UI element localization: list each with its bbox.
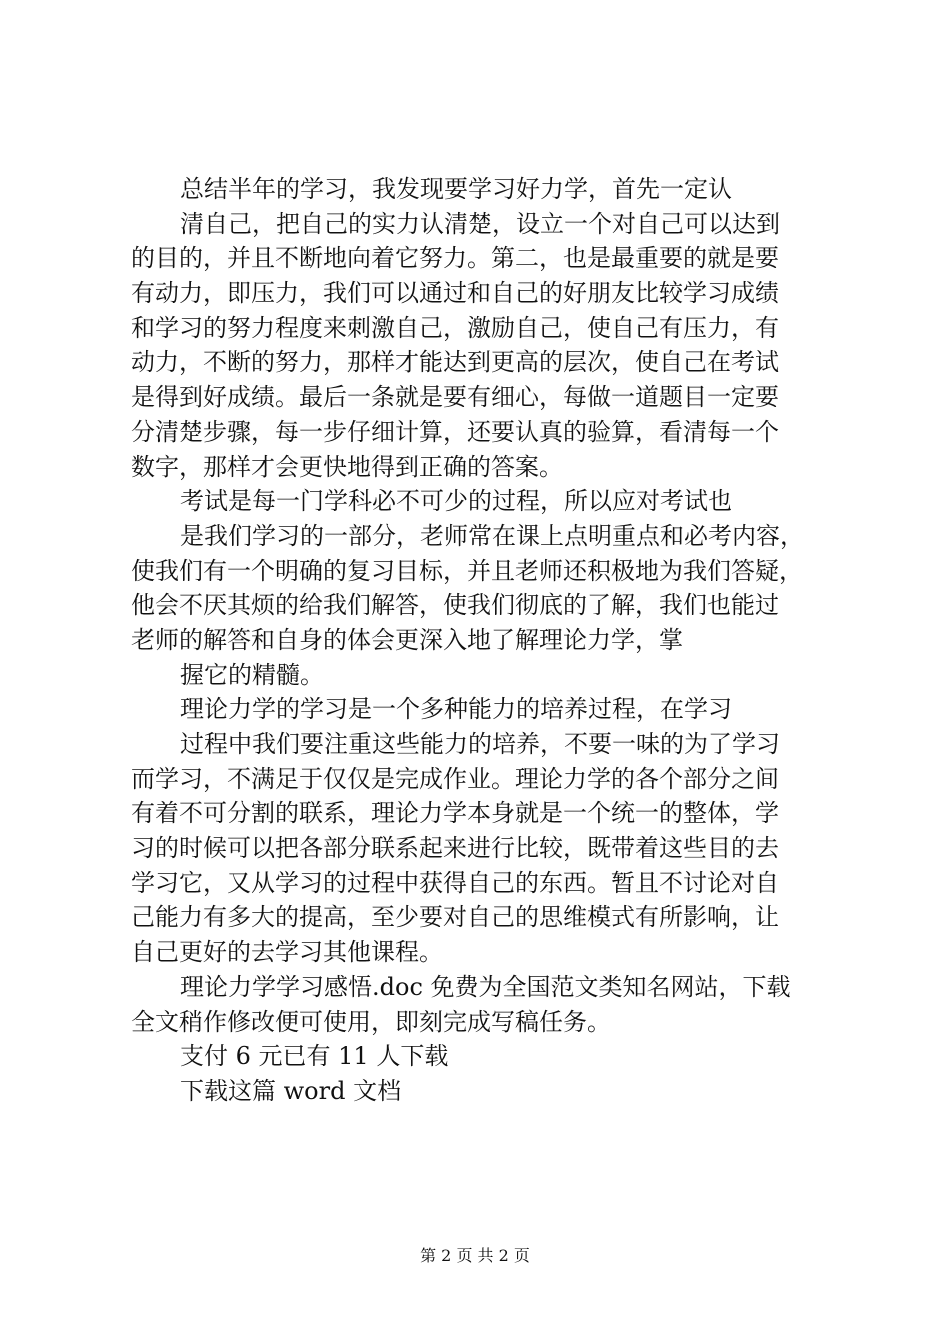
text-line: 握它的精髓。 (180, 660, 324, 689)
text-line: 他会不厌其烦的给我们解答，使我们彻底的了解，我们也能过 (131, 591, 779, 620)
text-line: 全文稍作修改便可使用，即刻完成写稿任务。 (131, 1007, 611, 1036)
text-line: 总结半年的学习，我发现要学习好力学，首先一定认 (180, 175, 732, 203)
text-line: 学习它，又从学习的过程中获得自己的东西。暂且不讨论对自 (131, 868, 779, 897)
page-footer: 第 2 页 共 2 页 (420, 1246, 530, 1265)
text-line: 支付 6 元已有 11 人下载 (180, 1042, 449, 1071)
text-line: 数字，那样才会更快地得到正确的答案。 (131, 452, 563, 481)
document-body (131, 172, 831, 1109)
text-line: 使我们有一个明确的复习目标，并且老师还积极地为我们答疑， (131, 556, 803, 585)
text-line: 自己更好的去学习其他课程。 (131, 938, 443, 967)
text-line: 老师的解答和自身的体会更深入地了解理论力学，掌 (131, 625, 683, 654)
text-line: 考试是每一门学科必不可少的过程，所以应对考试也 (180, 487, 732, 516)
text-line: 是得到好成绩。最后一条就是要有细心，每做一道题目一定要 (131, 383, 779, 412)
text-line: 分清楚步骤，每一步仔细计算，还要认真的验算，看清每一个 (131, 417, 779, 446)
text-line: 理论力学的学习是一个多种能力的培养过程，在学习 (180, 695, 732, 724)
text-line: 而学习，不满足于仅仅是完成作业。理论力学的各个部分之间 (131, 764, 779, 793)
text-line: 己能力有多大的提高，至少要对自己的思维模式有所影响，让 (131, 903, 779, 932)
text-line: 有着不可分割的联系，理论力学本身就是一个统一的整体，学 (131, 799, 779, 828)
text-line: 理论力学学习感悟.doc 免费为全国范文类知名网站，下载 (180, 972, 791, 1001)
text-line: 动力，不断的努力，那样才能达到更高的层次，使自己在考试 (131, 348, 779, 377)
text-line: 和学习的努力程度来刺激自己，激励自己，使自己有压力，有 (131, 313, 779, 342)
text-line: 清自己，把自己的实力认清楚，设立一个对自己可以达到 (180, 209, 780, 238)
text-line: 过程中我们要注重这些能力的培养，不要一味的为了学习 (180, 730, 780, 758)
text-line: 的目的，并且不断地向着它努力。第二，也是最重要的就是要 (131, 244, 779, 273)
text-line: 是我们学习的一部分，老师常在课上点明重点和必考内容， (180, 521, 804, 550)
text-line: 有动力，即压力，我们可以通过和自己的好朋友比较学习成绩 (131, 279, 779, 308)
text-line: 习的时候可以把各部分联系起来进行比较，既带着这些目的去 (131, 834, 779, 863)
text-line: 下载这篇 word 文档 (180, 1076, 402, 1105)
